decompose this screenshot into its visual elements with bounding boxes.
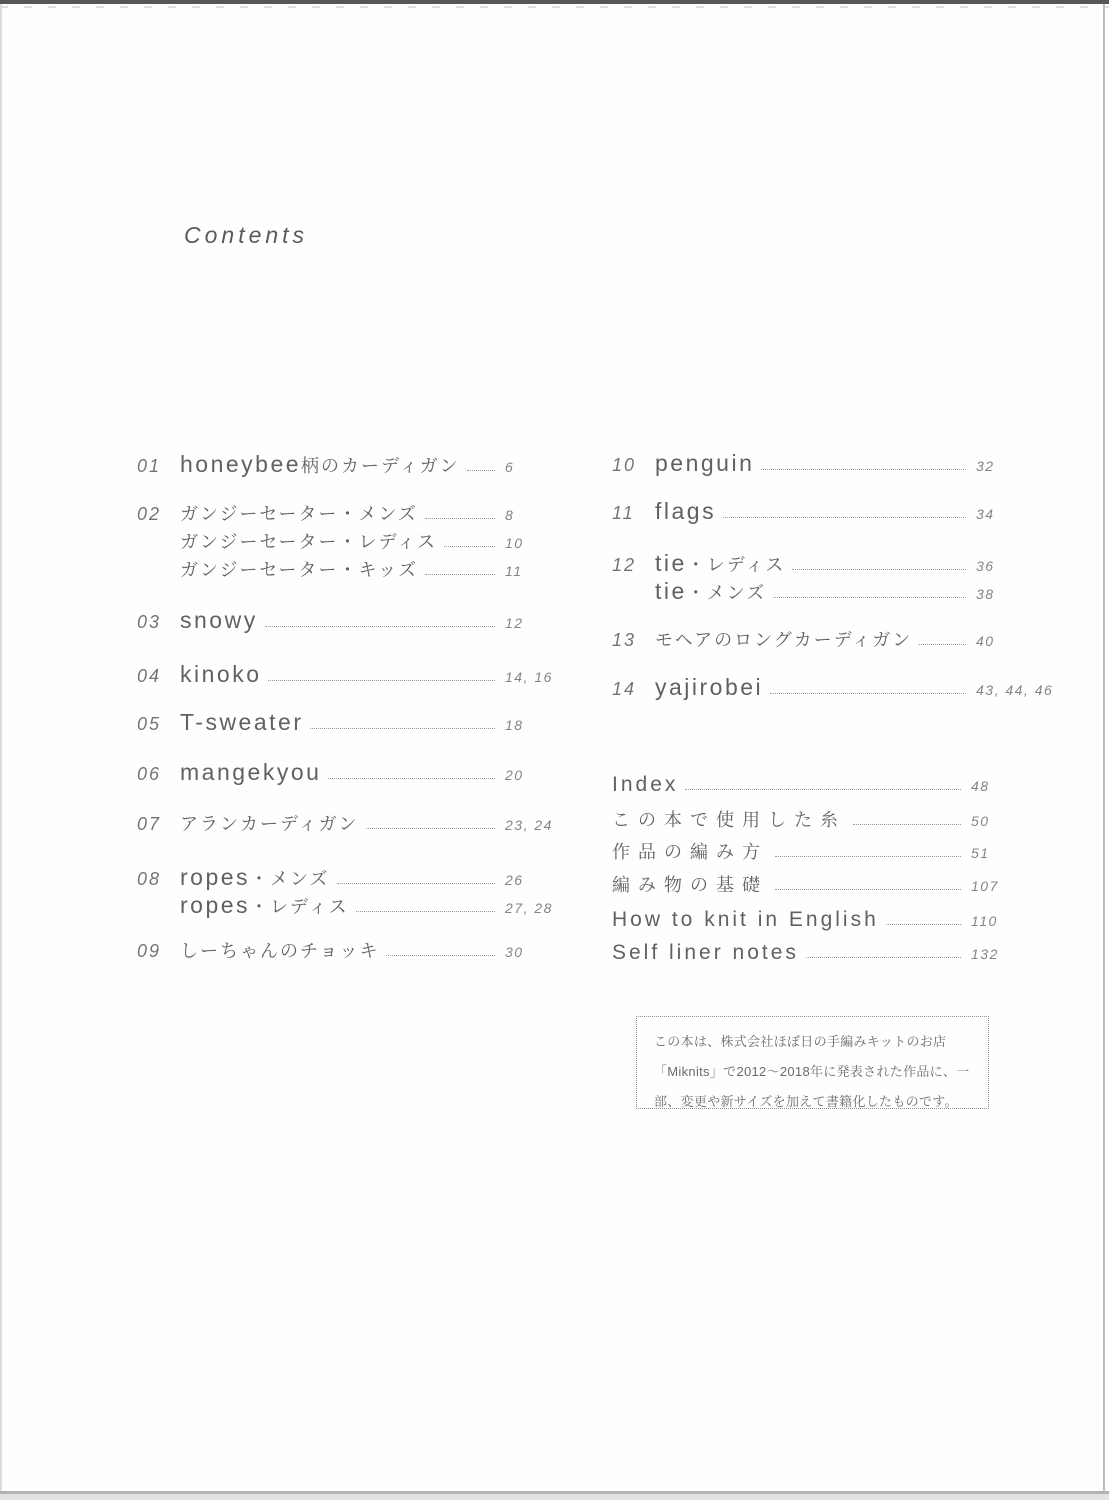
index-entry: [612, 936, 1072, 964]
entry-number: 01: [137, 456, 162, 476]
entry-title-group: [655, 631, 968, 651]
entry-title-jp: ・レディス: [686, 555, 786, 575]
entry-title-jp: ガンジーセーター・レディス: [180, 532, 438, 552]
page-edge-bottom-light: [0, 1494, 1109, 1500]
entry-title: flags: [655, 498, 717, 524]
entry-pages: 48: [971, 778, 990, 794]
page-edge-right: [1103, 4, 1105, 1493]
entry-title: Self liner notes: [612, 941, 799, 964]
dotted-leader: [761, 469, 966, 470]
entry-pages: 26: [505, 872, 524, 888]
entry-pages: 8: [505, 507, 515, 523]
entry-number: [137, 579, 180, 581]
entry-title: mangekyou: [180, 759, 322, 785]
note-line: 部、変更や新サイズを加えて書籍化したものです。: [654, 1094, 958, 1109]
dotted-leader: [265, 626, 495, 627]
toc-column-right: [612, 448, 1072, 700]
entry-pages: 11: [505, 563, 523, 579]
entry-title-group: [655, 452, 968, 476]
entry-title-jp: この本で使用した糸: [612, 810, 846, 830]
dotted-leader: [770, 693, 966, 694]
toc-subentry: [612, 576, 1072, 604]
entry-number: [137, 551, 180, 553]
index-entry: [612, 768, 1072, 796]
index-entry: [612, 868, 1072, 896]
entry-number: 08: [137, 869, 162, 889]
entry-number: 12: [612, 555, 637, 575]
dotted-leader: [444, 546, 495, 547]
index-entry: [612, 835, 1072, 863]
entry-pages: 40: [976, 633, 995, 649]
entry-number: 04: [137, 666, 162, 686]
entry-title-group: [655, 500, 968, 524]
entry-title-group: [612, 909, 963, 931]
entry-pages: 10: [505, 535, 524, 551]
entry-title-group: [180, 711, 497, 735]
entry-pages: 27, 28: [505, 900, 553, 916]
toc-entry: [137, 807, 577, 835]
dotted-leader: [425, 574, 495, 575]
index-entry: [612, 903, 1072, 931]
entry-number: 10: [612, 455, 637, 475]
dotted-leader: [773, 597, 966, 598]
entry-title-jp: ・メンズ: [250, 869, 330, 889]
entry-pages: 12: [505, 615, 524, 631]
entry-number: 06: [137, 764, 162, 784]
entry-title-group: [612, 942, 963, 964]
entry-number: 09: [137, 941, 162, 961]
entry-pages: 51: [971, 845, 990, 861]
entry-title: tie: [655, 550, 687, 576]
toc-entry: [137, 659, 577, 687]
entry-title: yajirobei: [655, 674, 764, 700]
entry-number: 03: [137, 612, 162, 632]
entry-title-group: [180, 663, 497, 687]
toc-entry: [137, 707, 577, 735]
entry-title-jp: 柄のカーディガン: [301, 456, 460, 476]
entry-number: [137, 916, 180, 918]
entry-title: How to knit in English: [612, 908, 879, 931]
toc-entry: [137, 497, 577, 525]
page-edge-top-dashes: [0, 6, 1109, 8]
entry-pages: 32: [976, 458, 995, 474]
entry-title-group: [180, 533, 497, 553]
entry-number: [612, 602, 655, 604]
entry-pages: 110: [971, 913, 998, 929]
entry-title-group: [180, 761, 497, 785]
entry-number: 05: [137, 714, 162, 734]
entry-title-jp: アランカーディガン: [180, 814, 359, 834]
toc-entry: [612, 548, 1072, 576]
entry-title-group: [180, 561, 497, 581]
entry-title-jp: ・レディス: [250, 897, 349, 917]
entry-title-group: [180, 866, 497, 890]
entry-title: honeybee: [180, 451, 302, 477]
toc-subentry: [137, 525, 577, 553]
toc-entry: [137, 605, 577, 633]
toc-entry: [612, 623, 1072, 651]
entry-number: 02: [137, 504, 162, 524]
entry-number: 11: [612, 503, 635, 523]
dotted-leader: [467, 470, 495, 471]
entry-title: kinoko: [180, 661, 262, 687]
dotted-leader: [337, 883, 495, 884]
entry-title-jp: ガンジーセーター・メンズ: [180, 504, 418, 524]
dotted-leader: [886, 924, 961, 925]
entry-title-group: [612, 774, 963, 796]
entry-title-group: [180, 453, 497, 477]
entry-title-group: [655, 676, 968, 700]
note-box: [636, 1016, 989, 1109]
entry-pages: 132: [971, 946, 999, 962]
entry-pages: 34: [976, 506, 995, 522]
toc-subentry: [137, 890, 577, 918]
entry-title-jp: ・メンズ: [686, 583, 767, 603]
entry-title-group: [180, 505, 497, 525]
note-line: この本は、株式会社ほぼ日の手編みキットのお店: [654, 1034, 947, 1049]
entry-pages: 36: [976, 558, 995, 574]
index-block: [612, 768, 1072, 964]
entry-pages: 6: [505, 459, 515, 475]
entry-number: 14: [612, 679, 637, 699]
entry-title-jp: 作品の編み方: [612, 842, 768, 862]
entry-title-group: [655, 580, 968, 604]
entry-title-group: [612, 843, 963, 863]
toc-entry: [612, 496, 1072, 524]
toc-column-left: [137, 449, 577, 962]
note-line: 「Miknits」で2012〜2018年に発表された作品に、一: [654, 1064, 970, 1079]
page-edge-top: [0, 0, 1109, 4]
dotted-leader: [723, 517, 966, 518]
entry-title-group: [180, 609, 497, 633]
dotted-leader: [386, 955, 495, 956]
dotted-leader: [328, 778, 495, 779]
toc-entry: [137, 934, 577, 962]
dotted-leader: [806, 957, 961, 958]
toc-subentry: [137, 553, 577, 581]
dotted-leader: [775, 856, 961, 857]
entry-title-group: [180, 942, 497, 962]
entry-title: snowy: [180, 607, 258, 633]
dotted-leader: [310, 728, 495, 729]
entry-title-group: [612, 811, 963, 831]
entry-title: tie: [655, 578, 687, 604]
entry-title-jp: 編み物の基礎: [612, 875, 768, 895]
dotted-leader: [425, 518, 495, 519]
entry-title-jp: モヘアのロングカーディガン: [655, 630, 913, 650]
entry-pages: 14, 16: [505, 669, 553, 685]
dotted-leader: [356, 911, 495, 912]
entry-title-group: [612, 876, 963, 896]
entry-pages: 38: [976, 586, 995, 602]
dotted-leader: [685, 789, 961, 790]
entry-title: ropes: [180, 892, 251, 918]
dotted-leader: [366, 828, 495, 829]
dotted-leader: [853, 824, 961, 825]
dotted-leader: [268, 680, 495, 681]
entry-title-group: [655, 552, 968, 576]
dotted-leader: [792, 569, 966, 570]
entry-title: ropes: [180, 864, 251, 890]
entry-pages: 20: [505, 767, 524, 783]
toc-entry: [612, 448, 1072, 476]
entry-title-group: [180, 894, 497, 918]
entry-number: 07: [137, 814, 162, 834]
entry-title: T-sweater: [180, 709, 304, 735]
dotted-leader: [775, 889, 961, 890]
entry-pages: 43, 44, 46: [976, 682, 1054, 698]
page-title: Contents: [184, 222, 309, 248]
entry-pages: 107: [971, 878, 999, 894]
entry-number: 13: [612, 630, 637, 650]
toc-entry: [612, 672, 1072, 700]
entry-title-jp: しーちゃんのチョッキ: [180, 941, 380, 961]
entry-title: Index: [612, 773, 679, 796]
entry-pages: 23, 24: [505, 817, 553, 833]
entry-pages: 30: [505, 944, 524, 960]
entry-pages: 50: [971, 813, 990, 829]
page-edge-left: [0, 4, 2, 1500]
toc-entry: [137, 757, 577, 785]
toc-entry: [137, 449, 577, 477]
index-entry: [612, 803, 1072, 831]
entry-title-jp: ガンジーセーター・キッズ: [180, 560, 419, 580]
entry-title: penguin: [655, 450, 755, 476]
toc-entry: [137, 862, 577, 890]
entry-title-group: [180, 815, 497, 835]
entry-pages: 18: [505, 717, 524, 733]
dotted-leader: [919, 644, 966, 645]
